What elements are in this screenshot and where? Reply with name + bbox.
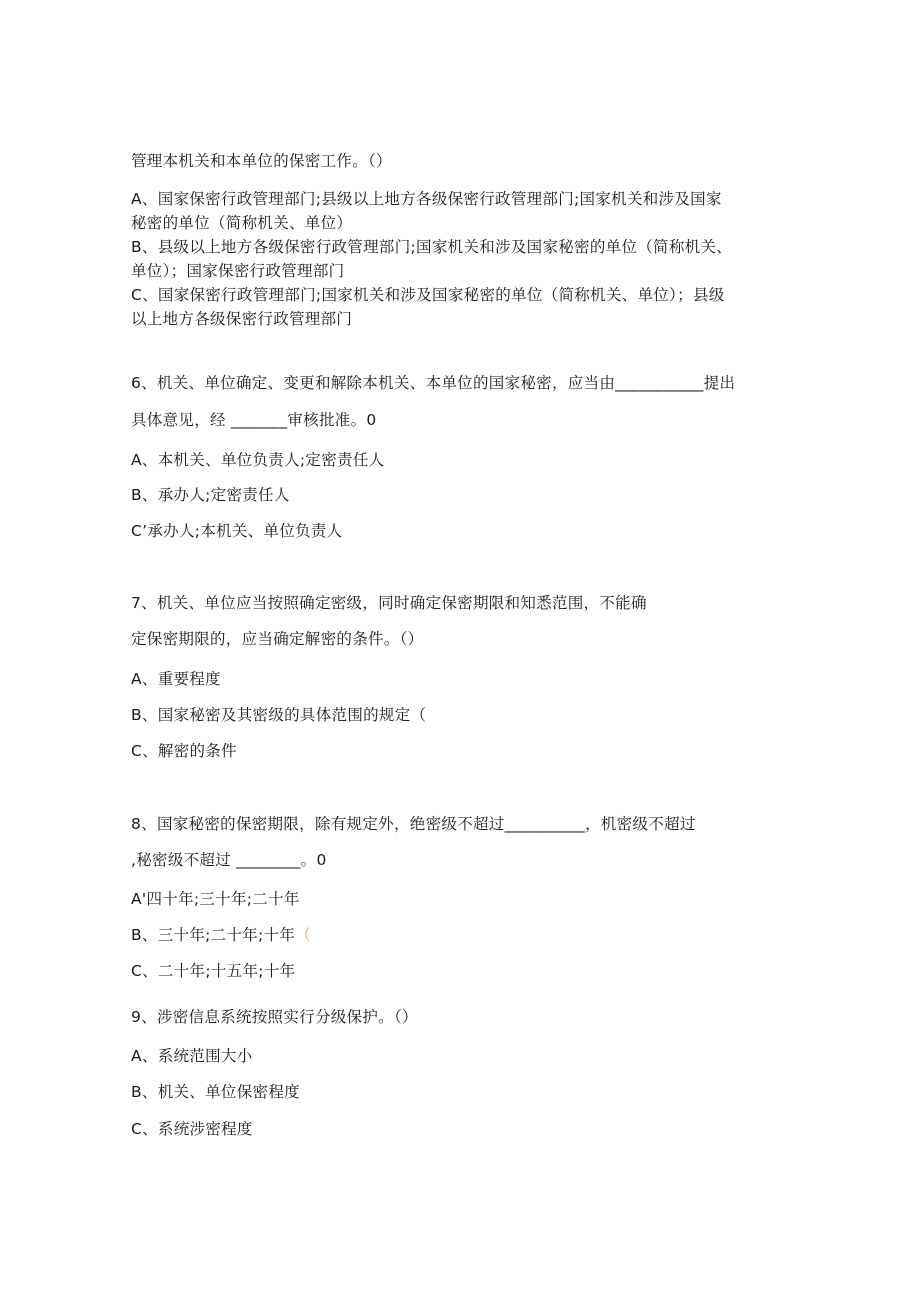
- intro-option-a-line2: 秘密的单位（简称机关、单位）: [131, 214, 353, 232]
- q9-option-a: A、系统范围大小: [131, 1047, 253, 1065]
- q8-option-a: A'四十年;三十年;二十年: [131, 890, 300, 908]
- q8-option-b-mark: （: [295, 926, 311, 944]
- q8-option-b-text: B、三十年;二十年;十年: [131, 926, 296, 944]
- q6-option-b: B、承办人;定密责任人: [131, 486, 290, 504]
- q9-stem: 9、涉密信息系统按照实行分级保护。（）: [131, 1008, 418, 1026]
- intro-option-b-line1: B、县级以上地方各级保密行政管理部门;国家机关和涉及国家秘密的单位（简称机关、: [131, 238, 733, 256]
- intro-option-b-line2: 单位）；国家保密行政管理部门: [131, 262, 345, 280]
- q9-option-b: B、机关、单位保密程度: [131, 1083, 300, 1101]
- q7-option-b: B、国家秘密及其密级的具体范围的规定（: [131, 706, 427, 724]
- q6-stem-line2: 具体意见，经 _______审核批准。0: [131, 411, 377, 429]
- intro-option-c-line2: 以上地方各级保密行政管理部门: [131, 310, 353, 328]
- intro-option-c-line1: C、国家保密行政管理部门;国家机关和涉及国家秘密的单位（简称机关、单位）；县级: [131, 286, 725, 304]
- q6-option-a: A、本机关、单位负责人;定密责任人: [131, 451, 385, 469]
- intro-option-a-line1: A、国家保密行政管理部门;县级以上地方各级保密行政管理部门;国家机关和涉及国家: [131, 190, 722, 208]
- q8-option-c: C、二十年;十五年;十年: [131, 962, 296, 980]
- q8-stem-line1: 8、国家秘密的保密期限，除有规定外，绝密级不超过__________，机密级不超过: [131, 815, 696, 833]
- q8-option-b: [131, 924, 311, 946]
- q7-stem-line2: 定保密期限的，应当确定解密的条件。（）: [131, 630, 424, 648]
- q7-stem-line1: 7、机关、单位应当按照确定密级，同时确定保密期限和知悉范围，不能确: [131, 594, 647, 612]
- q7-option-a: A、重要程度: [131, 670, 221, 688]
- q6-stem-line1: 6、机关、单位确定、变更和解除本机关、本单位的国家秘密，应当由___________提出: [131, 374, 736, 392]
- intro-question-stem: 管理本机关和本单位的保密工作。（）: [131, 152, 392, 170]
- q8-stem-line2: ,秘密级不超过 ________。0: [131, 851, 327, 869]
- q7-option-c: C、解密的条件: [131, 742, 237, 760]
- q9-option-c: C、系统涉密程度: [131, 1120, 253, 1138]
- q6-option-c: C’承办人;本机关、单位负责人: [131, 522, 343, 540]
